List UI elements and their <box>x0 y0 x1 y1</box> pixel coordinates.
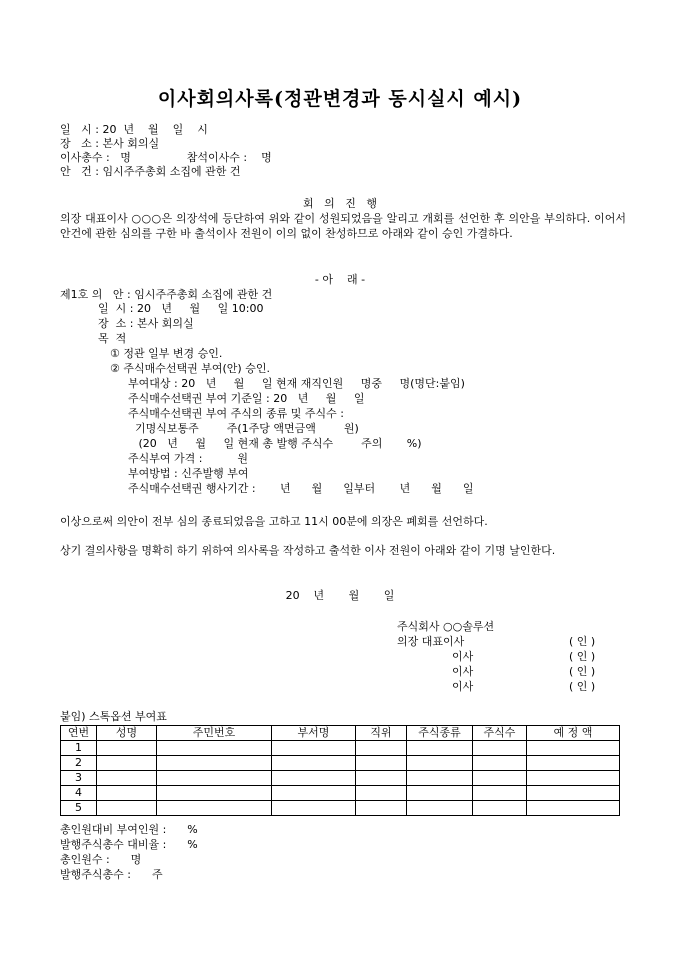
proceedings-heading: 회 의 진 행 <box>303 197 377 210</box>
table-cell <box>407 741 473 756</box>
table-cell <box>527 771 620 786</box>
table-cell <box>97 786 157 801</box>
table-cell <box>407 801 473 816</box>
table-cell <box>473 756 527 771</box>
info-label: 이사총수 <box>60 151 103 164</box>
summary-line: 발행주식총수 대비율 : % <box>60 838 198 851</box>
column-header: 연번 <box>61 726 97 741</box>
detail-line: 주식매수선택권 부여 주식의 종류 및 주식수 : <box>128 407 344 420</box>
column-header: 주식종류 <box>407 726 473 741</box>
seal-mark: ( 인 ) <box>569 665 596 678</box>
info-value: 명 참석이사수 : 명 <box>113 151 272 164</box>
table-cell <box>97 771 157 786</box>
table-cell <box>356 786 407 801</box>
table-cell <box>473 786 527 801</box>
column-header: 성명 <box>97 726 157 741</box>
table-cell <box>407 786 473 801</box>
table-cell <box>473 801 527 816</box>
detail-line: 부여대상 : 20 년 월 일 현재 재직인원 명중 명(명단:붙임) <box>128 377 465 390</box>
purpose-item: ① 정관 일부 변경 승인. <box>110 347 223 360</box>
opening-paragraph: 의장 대표이사 ○○○은 의장석에 등단하여 위와 같이 성원되었음을 알리고 개회를 선언한 후 의안을 부의하다. 이어서 안건에 관한 심의를 구한 바 출석이사 전원이 이의 없이 찬성하므로 아래와 같이 승인 가결하다. <box>60 212 626 240</box>
info-directors-row: 이사총수 : 명 참석이사수 : 명 <box>60 151 272 164</box>
info-date-row: 일 시 : 20 년 월 일 시 <box>60 123 208 136</box>
detail-line: 주식부여 가격 : 원 <box>128 452 249 465</box>
agenda-place: 장 소 : 본사 회의실 <box>98 317 194 330</box>
signatory-role: 이사 <box>452 680 474 693</box>
column-header: 주민번호 <box>157 726 272 741</box>
column-header: 직위 <box>356 726 407 741</box>
table-cell <box>97 756 157 771</box>
summary-line: 총인원대비 부여인원 : % <box>60 823 198 836</box>
page-title: 이사회의사록(정관변경과 동시실시 예시) <box>157 88 523 110</box>
row-number: 3 <box>61 771 97 786</box>
company-name: 주식회사 ○○솔루션 <box>397 620 495 633</box>
table-cell <box>527 801 620 816</box>
table-cell <box>527 756 620 771</box>
column-header: 예 정 액 <box>527 726 620 741</box>
agenda-purpose-label: 목 적 <box>98 332 127 345</box>
table-cell <box>97 741 157 756</box>
table-cell <box>157 801 272 816</box>
table-row <box>61 771 620 786</box>
table-cell <box>157 771 272 786</box>
column-header: 주식수 <box>473 726 527 741</box>
info-value: 본사 회의실 <box>102 137 160 150</box>
detail-line: 주식매수선택권 부여 기준일 : 20 년 월 일 <box>128 392 365 405</box>
table-cell <box>356 741 407 756</box>
seal-mark: ( 인 ) <box>569 635 596 648</box>
signatory-role: 이사 <box>452 665 474 678</box>
table-cell <box>157 741 272 756</box>
below-heading: - 아 래 - <box>314 273 366 286</box>
table-cell <box>157 756 272 771</box>
table-cell <box>473 741 527 756</box>
table-cell <box>97 801 157 816</box>
detail-line: 기명식보통주 주(1주당 액면금액 원) <box>128 422 359 435</box>
table-cell <box>407 756 473 771</box>
purpose-item: ② 주식매수선택권 부여(안) 승인. <box>110 362 270 375</box>
info-value: 20 년 월 일 시 <box>102 123 208 136</box>
attachment-title: 붙임) 스톡옵션 부여표 <box>60 710 167 723</box>
resolution-paragraph: 상기 결의사항을 명확히 하기 위하여 의사록을 작성하고 출석한 이사 전원이 아래와 같이 기명 날인한다. <box>60 544 556 557</box>
table-cell <box>473 771 527 786</box>
summary-line: 총인원수 : 명 <box>60 853 142 866</box>
row-number: 2 <box>61 756 97 771</box>
column-header: 부서명 <box>272 726 356 741</box>
seal-mark: ( 인 ) <box>569 650 596 663</box>
info-agenda-row: 안 건 : 임시주주총회 소집에 관한 건 <box>60 165 241 178</box>
table-cell <box>527 741 620 756</box>
row-number: 4 <box>61 786 97 801</box>
closing-paragraph: 이상으로써 의안이 전부 심의 종료되었음을 고하고 11시 00분에 의장은 폐회를 선언하다. <box>60 515 488 528</box>
info-label: 장 소 <box>60 137 92 150</box>
table-row <box>61 741 620 756</box>
table-row <box>61 801 620 816</box>
table-header-row <box>61 726 620 741</box>
info-place-row: 장 소 : 본사 회의실 <box>60 137 160 150</box>
agenda-date: 일 시 : 20 년 월 일 10:00 <box>98 302 264 315</box>
table-cell <box>272 741 356 756</box>
table-cell <box>407 771 473 786</box>
detail-line: 주식매수선택권 행사기간 : 년 월 일부터 년 월 일 <box>128 482 474 495</box>
row-number: 1 <box>61 741 97 756</box>
stock-option-table <box>60 725 620 816</box>
table-cell <box>356 771 407 786</box>
info-value: 임시주주총회 소집에 관한 건 <box>102 165 241 178</box>
table-cell <box>356 756 407 771</box>
info-label: 안 건 <box>60 165 92 178</box>
table-row <box>61 786 620 801</box>
table-cell <box>356 801 407 816</box>
table-cell <box>157 786 272 801</box>
row-number: 5 <box>61 801 97 816</box>
detail-line: 부여방법 : 신주발행 부여 <box>128 467 249 480</box>
table-cell <box>272 771 356 786</box>
summary-line: 발행주식총수 : 주 <box>60 868 163 881</box>
table-row <box>61 756 620 771</box>
agenda-item: 제1호 의 안 : 임시주주총회 소집에 관한 건 <box>60 288 273 301</box>
table-cell <box>272 756 356 771</box>
info-label: 일 시 <box>60 123 92 136</box>
detail-line: (20 년 월 일 현재 총 발행 주식수 주의 %) <box>128 437 422 450</box>
table-cell <box>272 786 356 801</box>
signatory-role: 이사 <box>452 650 474 663</box>
seal-mark: ( 인 ) <box>569 680 596 693</box>
signature-date: 20 년 월 일 <box>285 589 395 602</box>
signatory-role: 의장 대표이사 <box>397 635 465 648</box>
table-cell <box>527 786 620 801</box>
table-cell <box>272 801 356 816</box>
